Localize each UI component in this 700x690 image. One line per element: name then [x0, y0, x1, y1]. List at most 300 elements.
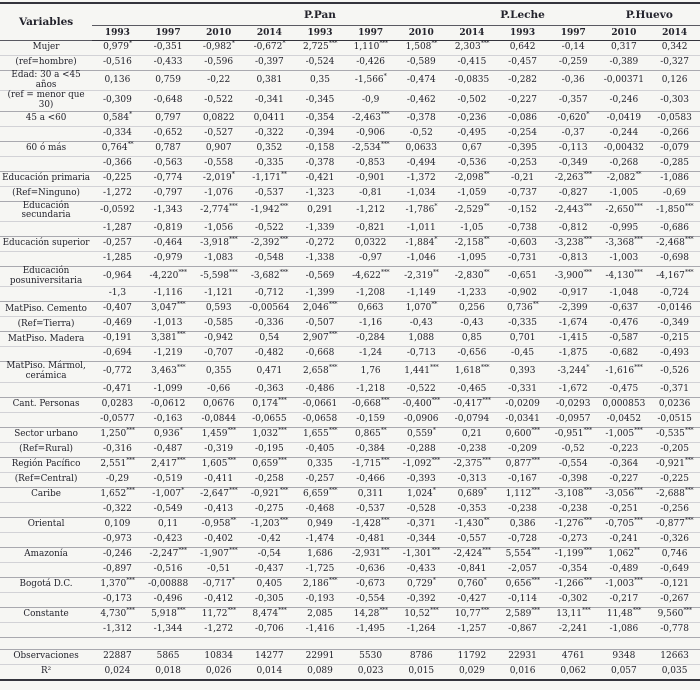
value-cell: -2,424***	[447, 547, 498, 562]
value-cell: -0,159	[345, 412, 396, 427]
value-cell: -0,728	[497, 532, 548, 547]
reference-label	[0, 382, 92, 397]
value-cell: -0,0658	[295, 412, 346, 427]
value-cell: 0,015	[408, 665, 435, 676]
value-cell: -0,389	[599, 56, 650, 71]
value-cell: -0,902	[497, 287, 548, 302]
value-cell: -0,259	[548, 56, 599, 71]
value-cell: -0,423	[143, 532, 194, 547]
value-cell: 5865	[143, 649, 194, 664]
variable-label: Sector urbano	[0, 427, 92, 442]
regression-results-table	[0, 2, 700, 681]
stderr-row	[0, 186, 700, 201]
significance-stars: ***	[634, 425, 643, 434]
value-cell: 1,070**	[396, 302, 447, 317]
significance-stars: *	[128, 109, 132, 118]
significance-stars: ***	[178, 267, 187, 276]
reference-label	[0, 532, 92, 547]
value-cell: -1,099	[143, 382, 194, 397]
significance-stars: ***	[430, 363, 439, 372]
value-cell: -0,596	[193, 56, 244, 71]
value-cell: -0,349	[649, 317, 700, 332]
value-cell: 0,35	[295, 71, 346, 91]
value-cell: 1,686	[295, 547, 346, 562]
value-cell: -0,173	[92, 592, 143, 607]
value-cell: -0,569	[295, 267, 346, 287]
value-cell: -0,698	[649, 252, 700, 267]
value-cell: -0,345	[295, 91, 346, 111]
significance-stars: **	[230, 515, 236, 524]
value-cell: -0,191	[92, 332, 143, 347]
value-cell: -0,400***	[396, 397, 447, 412]
value-cell: -0,288	[396, 442, 447, 457]
significance-stars: ***	[126, 485, 135, 494]
significance-stars: ***	[279, 515, 288, 524]
reference-label	[0, 502, 92, 517]
value-cell: 0,0676	[193, 397, 244, 412]
value-cell: 0,035	[661, 665, 688, 676]
value-cell: -0,724	[649, 287, 700, 302]
significance-stars: **	[127, 139, 134, 148]
value-cell: -0,326	[649, 532, 700, 547]
significance-stars: ***	[227, 455, 236, 464]
value-cell: -0,395	[497, 141, 548, 156]
value-cell: -1,013	[143, 317, 194, 332]
significance-stars: **	[635, 169, 642, 178]
value-cell: -0,535***	[649, 427, 700, 442]
significance-stars: ***	[278, 425, 287, 434]
stderr-row	[0, 442, 700, 457]
value-cell: -0,522	[396, 382, 447, 397]
value-cell: -0,97	[345, 252, 396, 267]
value-cell: -0,113	[548, 141, 599, 156]
value-cell: 0,979*	[92, 41, 143, 56]
significance-stars: ***	[480, 605, 489, 614]
value-cell: -1,344	[143, 622, 194, 637]
significance-stars: ***	[430, 605, 439, 614]
year-header-9: 1997	[548, 26, 599, 41]
value-cell: -0,43	[396, 317, 447, 332]
value-cell: -0,114	[497, 592, 548, 607]
value-cell: 0,865**	[345, 427, 396, 442]
year-header-5: 1997	[345, 26, 396, 41]
significance-stars: ***	[228, 267, 238, 276]
value-cell: 0,877***	[497, 457, 548, 472]
variable-label: Oriental	[0, 517, 92, 532]
value-cell: -0,257	[92, 237, 143, 252]
value-cell: -1,095	[447, 252, 498, 267]
significance-stars: ***	[482, 455, 491, 464]
value-cell: -0,079	[649, 141, 700, 156]
value-cell: 0,000853	[599, 397, 650, 412]
summary-label: Observaciones	[0, 649, 92, 664]
value-cell: 2,046***	[295, 302, 346, 317]
significance-stars: ***	[380, 267, 390, 276]
value-cell: 0,014	[256, 665, 283, 676]
group-spacer	[345, 3, 497, 26]
value-cell: 9,560***	[649, 607, 700, 622]
significance-stars: *	[432, 575, 436, 584]
value-cell: -1,474	[295, 532, 346, 547]
value-cell: 4,730***	[92, 607, 143, 622]
value-cell: -2,375***	[447, 457, 498, 472]
value-cell: -0,302	[548, 592, 599, 607]
value-cell: -0,52	[396, 126, 447, 141]
variable-label: Educación superior	[0, 237, 92, 252]
value-cell: -0,917	[548, 287, 599, 302]
value-cell: -0,341	[244, 91, 295, 111]
value-cell: -0,476	[599, 317, 650, 332]
stderr-row	[0, 156, 700, 171]
significance-stars: ***	[126, 425, 135, 434]
value-cell: -2,082**	[599, 171, 650, 186]
significance-stars: ***	[583, 235, 592, 244]
value-cell: -0,673	[345, 577, 396, 592]
value-cell: -1,05	[447, 222, 498, 237]
value-cell: -0,462	[396, 91, 447, 111]
value-cell: -1,121	[193, 287, 244, 302]
value-cell: -0,086	[497, 111, 548, 126]
reference-label: (ref=hombre)	[0, 56, 92, 71]
value-cell: -2,650***	[599, 201, 650, 221]
table-header	[0, 3, 700, 41]
value-cell: -0,322	[244, 126, 295, 141]
value-cell: 5,918***	[143, 607, 194, 622]
stderr-row	[0, 502, 700, 517]
value-cell: 0,663	[345, 302, 396, 317]
value-cell: 0,701	[497, 332, 548, 347]
value-cell: -0,486	[295, 382, 346, 397]
value-cell: -1,007*	[143, 487, 194, 502]
value-cell: 0,0633	[396, 141, 447, 156]
value-cell: -1,257	[447, 622, 498, 637]
value-cell: -0,0957	[548, 412, 599, 427]
value-cell: -0,284	[345, 332, 396, 347]
value-cell: 0,089	[307, 665, 333, 676]
stderr-row	[0, 382, 700, 397]
value-cell: -0,29	[92, 472, 143, 487]
value-cell: -0,273	[548, 532, 599, 547]
value-cell: -1,092***	[396, 457, 447, 472]
value-cell: 0,029	[459, 665, 485, 676]
value-cell: -0,163	[143, 412, 194, 427]
value-cell: -0,51	[193, 562, 244, 577]
value-cell: -1,566*	[345, 71, 396, 91]
value-cell: 0,174***	[244, 397, 295, 412]
significance-stars: **	[483, 515, 490, 524]
value-cell: 5530	[345, 649, 396, 664]
value-cell: -3,682***	[244, 267, 295, 287]
value-cell: 0,736**	[497, 302, 548, 317]
value-cell: -1,083	[193, 252, 244, 267]
stderr-row	[0, 91, 700, 111]
significance-stars: ***	[684, 267, 694, 276]
value-cell: 0,764**	[92, 141, 143, 156]
value-cell: -0,205	[649, 442, 700, 457]
significance-stars: ***	[227, 425, 236, 434]
value-cell: -0,411	[193, 472, 244, 487]
value-cell: 1,024*	[396, 487, 447, 502]
value-cell: -0,0577	[92, 412, 143, 427]
value-cell: -0,246	[92, 547, 143, 562]
value-cell: -0,0661	[295, 397, 346, 412]
value-cell: 0,026	[205, 665, 232, 676]
value-cell: -0,21	[497, 171, 548, 186]
value-cell: -0,417***	[447, 397, 498, 412]
gap-row	[0, 637, 700, 649]
value-cell: 1,112***	[497, 487, 548, 502]
value-cell: -0,469	[92, 317, 143, 332]
value-cell: -0,0146	[649, 302, 700, 317]
significance-stars: ***	[380, 139, 390, 148]
stderr-row	[0, 56, 700, 71]
value-cell: -0,336	[244, 317, 295, 332]
value-cell: -1,046	[396, 252, 447, 267]
value-cell: 0,0236	[649, 397, 700, 412]
value-cell: -0,238	[548, 502, 599, 517]
value-cell: -0,897	[92, 562, 143, 577]
value-cell: 1,655***	[295, 427, 346, 442]
value-cell: 0,317	[599, 41, 650, 56]
value-cell: 0,797	[143, 111, 194, 126]
value-cell: -1,086	[649, 171, 700, 186]
significance-stars: ***	[380, 395, 390, 404]
value-cell: -0,394	[295, 126, 346, 141]
value-cell: -0,526	[649, 362, 700, 382]
value-cell: 0,642	[497, 41, 548, 56]
coefficient-row	[0, 267, 700, 287]
value-cell: -0,36	[548, 71, 599, 91]
value-cell: -1,116	[143, 287, 194, 302]
significance-stars: **	[431, 300, 437, 309]
variable-label: Educación secundaria	[0, 201, 92, 221]
value-cell: -0,468	[295, 502, 346, 517]
value-cell: -0,637	[599, 302, 650, 317]
significance-stars: ***	[279, 485, 288, 494]
value-cell: -0,471	[92, 382, 143, 397]
value-cell: -0,227	[599, 472, 650, 487]
value-cell: 8,474***	[244, 607, 295, 622]
significance-stars: ***	[634, 515, 643, 524]
significance-stars: ***	[531, 425, 540, 434]
value-cell: -1,850***	[649, 201, 700, 221]
value-cell: -2,241	[548, 622, 599, 637]
value-cell: -0,853	[345, 156, 396, 171]
value-cell: -4,130***	[599, 267, 650, 287]
value-cell: -0,495	[447, 126, 498, 141]
value-cell: -0,426	[345, 56, 396, 71]
value-cell: -0,433	[143, 56, 194, 71]
significance-stars: **	[431, 39, 437, 48]
value-cell: -0,921***	[649, 457, 700, 472]
value-cell: -1,725	[295, 562, 346, 577]
value-cell: -0,275	[244, 502, 295, 517]
value-cell: -0,258	[244, 472, 295, 487]
value-cell: -1,428***	[345, 517, 396, 532]
stderr-row	[0, 252, 700, 267]
value-cell: -1,005	[599, 186, 650, 201]
coefficient-row	[0, 141, 700, 156]
year-header-0: 1993	[92, 26, 143, 41]
variable-label: Amazonía	[0, 547, 92, 562]
significance-stars: ***	[126, 605, 135, 614]
significance-stars: ***	[480, 39, 489, 48]
value-cell: 0,355	[193, 362, 244, 382]
value-cell: -0,319	[193, 442, 244, 457]
value-cell: -0,354	[295, 111, 346, 126]
summary-row	[0, 649, 700, 664]
significance-stars: **	[483, 267, 490, 276]
value-cell: 0,381	[244, 71, 295, 91]
significance-stars: ***	[176, 455, 186, 464]
product-group-row	[0, 3, 700, 26]
value-cell: 2,551***	[92, 457, 143, 472]
value-cell: -0,507	[295, 317, 346, 332]
value-cell: 0,393	[497, 362, 548, 382]
value-cell: -0,225	[92, 171, 143, 186]
value-cell: 1,618***	[447, 362, 498, 382]
value-cell: -1,415	[548, 332, 599, 347]
significance-stars: ***	[176, 363, 186, 372]
value-cell: 12663	[649, 649, 700, 664]
value-cell: -0,548	[244, 252, 295, 267]
value-cell: -2,057	[497, 562, 548, 577]
value-cell: -4,167***	[649, 267, 700, 287]
significance-stars: *	[383, 71, 387, 80]
value-cell: -0,774	[143, 171, 194, 186]
value-cell: 0,335	[295, 457, 346, 472]
value-cell: -0,585	[193, 317, 244, 332]
value-cell: -0,482	[244, 347, 295, 362]
value-cell: -1,005***	[599, 427, 650, 442]
coefficient-row	[0, 577, 700, 592]
value-cell: 0,311	[345, 487, 396, 502]
value-cell: -1,875	[548, 347, 599, 362]
significance-stars: ***	[227, 605, 236, 614]
value-cell: 2,085	[295, 607, 346, 622]
value-cell: -0,519	[143, 472, 194, 487]
value-cell: -1,171**	[244, 171, 295, 186]
value-cell: 11,72***	[193, 607, 244, 622]
value-cell: -0,313	[447, 472, 498, 487]
significance-stars: *	[586, 109, 589, 118]
value-cell: -0,14	[548, 41, 599, 56]
value-cell: -1,048	[599, 287, 650, 302]
value-cell: 1,062**	[599, 547, 650, 562]
value-cell: -0,238	[447, 442, 498, 457]
value-cell: -0,121	[649, 577, 700, 592]
value-cell: -0,841	[447, 562, 498, 577]
significance-stars: ***	[581, 605, 591, 614]
value-cell: -0,215	[649, 332, 700, 347]
value-cell: -0,351	[143, 41, 194, 56]
significance-stars: *	[282, 39, 286, 48]
significance-stars: ***	[380, 109, 390, 118]
value-cell: -0,0835	[447, 71, 498, 91]
significance-stars: **	[483, 169, 490, 178]
value-cell: -0,557	[447, 532, 498, 547]
value-cell: 0,760*	[447, 577, 498, 592]
significance-stars: **	[432, 267, 439, 276]
value-cell: -0,0419	[599, 111, 650, 126]
value-cell: -0,378	[295, 156, 346, 171]
value-cell: -0,433	[396, 562, 447, 577]
significance-stars: *	[434, 235, 438, 244]
value-cell: -0,620*	[548, 111, 599, 126]
value-cell: -0,489	[599, 562, 650, 577]
value-cell: -0,0906	[396, 412, 447, 427]
significance-stars: *	[432, 425, 436, 434]
value-cell: 0,85	[447, 332, 498, 347]
reference-label: (Ref=Tierra)	[0, 317, 92, 332]
value-cell: -1,287	[92, 222, 143, 237]
value-cell: -0,496	[143, 592, 194, 607]
value-cell: -0,344	[396, 532, 447, 547]
value-cell: -2,830**	[447, 267, 498, 287]
value-cell: -0,554	[548, 457, 599, 472]
value-cell: -0,167	[497, 472, 548, 487]
significance-stars: ***	[683, 605, 692, 614]
value-cell: -0,979	[143, 252, 194, 267]
group-spacer	[92, 3, 295, 26]
variable-label: Educación posuniversitaria	[0, 267, 92, 287]
value-cell: -0,558	[193, 156, 244, 171]
value-cell: 1,459***	[193, 427, 244, 442]
reference-label	[0, 252, 92, 267]
value-cell: -0,516	[92, 56, 143, 71]
variable-label: Mujer	[0, 41, 92, 56]
variables-column-header: Variables	[0, 3, 92, 41]
significance-stars: *	[231, 169, 235, 178]
value-cell: -0,227	[497, 91, 548, 111]
value-cell: -3,244*	[548, 362, 599, 382]
reference-label	[0, 156, 92, 171]
value-cell: -0,648	[143, 91, 194, 111]
significance-stars: ***	[634, 485, 643, 494]
value-cell: -0,958**	[193, 517, 244, 532]
value-cell: -0,0209	[497, 397, 548, 412]
value-cell: -1,056	[193, 222, 244, 237]
value-cell: -0,393	[396, 472, 447, 487]
value-cell: -2,534***	[345, 141, 396, 156]
value-cell: 0,907	[193, 141, 244, 156]
value-cell: -0,694	[92, 347, 143, 362]
value-cell: -0,487	[143, 442, 194, 457]
value-cell: 0,600***	[497, 427, 548, 442]
variable-label: 60 ó más	[0, 141, 92, 156]
value-cell: -0,00371	[599, 71, 650, 91]
value-cell: -0,42	[244, 532, 295, 547]
value-cell: -1,218	[345, 382, 396, 397]
value-cell: -0,158	[295, 141, 346, 156]
value-cell: -0,537	[345, 502, 396, 517]
value-cell: -0,405	[295, 442, 346, 457]
value-cell: -0,266	[649, 126, 700, 141]
coefficient-row	[0, 487, 700, 502]
value-cell: -0,69	[649, 186, 700, 201]
value-cell: -0,717*	[193, 577, 244, 592]
value-cell: -0,537	[244, 186, 295, 201]
value-cell: -0,305	[244, 592, 295, 607]
value-cell: -0,536	[447, 156, 498, 171]
value-cell: -0,327	[649, 56, 700, 71]
value-cell: -0,335	[497, 317, 548, 332]
value-cell: -0,921***	[244, 487, 295, 502]
variable-label: Educación primaria	[0, 171, 92, 186]
value-cell: -0,195	[244, 442, 295, 457]
value-cell: 0,67	[447, 141, 498, 156]
value-cell: -3,368***	[599, 237, 650, 252]
